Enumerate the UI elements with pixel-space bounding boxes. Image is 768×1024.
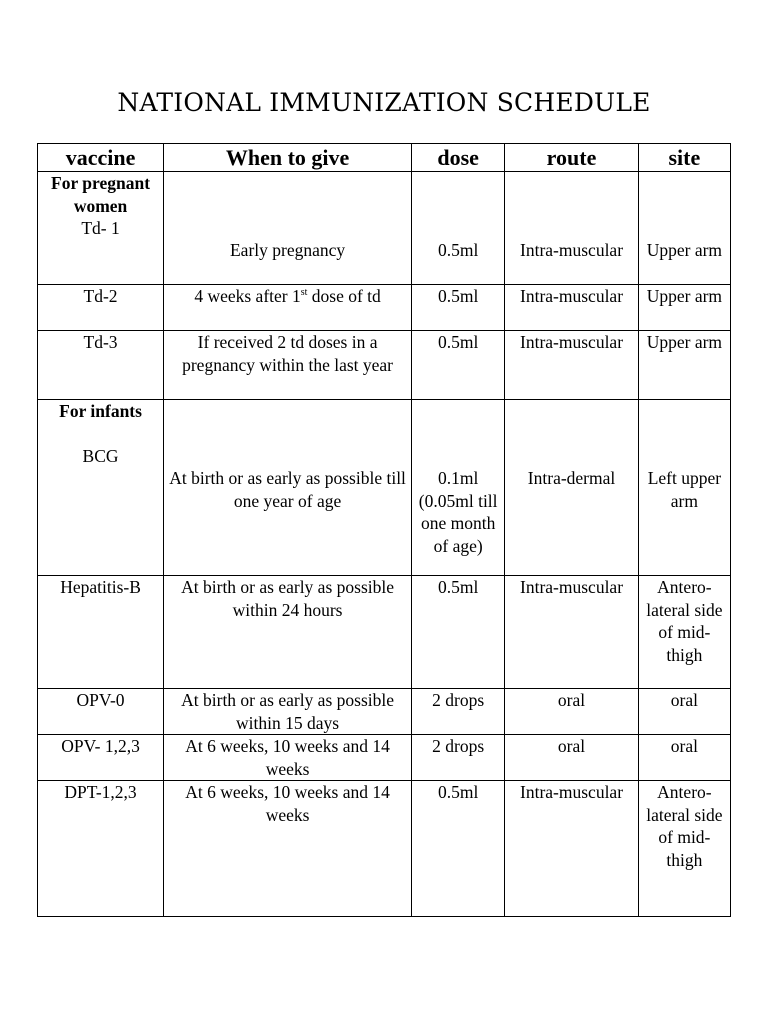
dose-cell: [412, 400, 505, 576]
site-cell: Antero-lateral side of mid-thigh: [638, 576, 730, 689]
when-text: At birth or as early as possible till one year of age: [169, 468, 406, 511]
route-text: Intra-muscular: [520, 240, 624, 260]
vaccine-cell: [38, 172, 164, 285]
table-row: [38, 331, 731, 400]
dose-cell: 0.5ml: [412, 331, 505, 400]
site-cell: Antero-lateral side of mid-thigh: [638, 781, 730, 917]
site-cell: [638, 400, 730, 576]
vaccine-cell: DPT-1,2,3: [38, 781, 164, 917]
route-cell: [505, 172, 639, 285]
table-row: [38, 400, 731, 576]
vaccine-cell: Td-3: [38, 331, 164, 400]
immunization-table: [37, 143, 731, 917]
dose-cell: 0.5ml: [412, 285, 505, 331]
site-cell: Upper arm: [638, 285, 730, 331]
group-label-infants: For infants: [59, 401, 142, 421]
dose-text: 0.1ml (0.05ml till one month of age): [418, 468, 498, 556]
dose-cell: 2 drops: [412, 689, 505, 735]
table-row: [38, 285, 731, 331]
when-cell: [164, 172, 412, 285]
route-cell: oral: [505, 689, 639, 735]
when-cell: [164, 285, 412, 331]
table-row: [38, 735, 731, 781]
header-site: site: [638, 144, 730, 172]
route-cell: Intra-muscular: [505, 781, 639, 917]
when-cell: [164, 400, 412, 576]
route-cell: oral: [505, 735, 639, 781]
site-cell: [638, 172, 730, 285]
table-row: [38, 576, 731, 689]
site-cell: oral: [638, 689, 730, 735]
route-cell: Intra-muscular: [505, 576, 639, 689]
dose-cell: 2 drops: [412, 735, 505, 781]
vaccine-cell: OPV- 1,2,3: [38, 735, 164, 781]
page-title: NATIONAL IMMUNIZATION SCHEDULE: [117, 88, 651, 117]
route-cell: Intra-muscular: [505, 285, 639, 331]
when-text: Early pregnancy: [229, 240, 346, 260]
dose-cell: 0.5ml: [412, 576, 505, 689]
when-cell: At 6 weeks, 10 weeks and 14 weeks: [164, 735, 412, 781]
when-cell: At 6 weeks, 10 weeks and 14 weeks: [164, 781, 412, 917]
header-when-to-give: When to give: [164, 144, 412, 172]
table-row: [38, 781, 731, 917]
header-vaccine: vaccine: [38, 144, 164, 172]
route-cell: [505, 400, 639, 576]
when-text-tail: dose of td: [307, 286, 381, 306]
vaccine-cell: Td-2: [38, 285, 164, 331]
site-cell: Upper arm: [638, 331, 730, 400]
site-cell: oral: [638, 735, 730, 781]
route-cell: Intra-muscular: [505, 331, 639, 400]
table-row: [38, 172, 731, 285]
site-text: Upper arm: [646, 240, 723, 260]
vaccine-name: BCG: [82, 445, 119, 466]
header-route: route: [505, 144, 639, 172]
dose-cell: [412, 172, 505, 285]
when-superscript: st: [300, 287, 308, 298]
when-text: 4 weeks after 1: [194, 286, 301, 306]
vaccine-name: Td- 1: [81, 218, 120, 238]
vaccine-cell: Hepatitis-B: [38, 576, 164, 689]
header-row: [38, 144, 731, 172]
when-cell: At birth or as early as possible within 15 days: [164, 689, 412, 735]
vaccine-cell: [38, 400, 164, 576]
dose-cell: 0.5ml: [412, 781, 505, 917]
header-dose: dose: [412, 144, 505, 172]
vaccine-cell: OPV-0: [38, 689, 164, 735]
dose-text: 0.5ml: [437, 240, 479, 260]
site-text: Left upper arm: [647, 468, 722, 511]
when-cell: If received 2 td doses in a pregnancy within the last year: [164, 331, 412, 400]
route-text: Intra-dermal: [527, 468, 616, 488]
table-row: [38, 689, 731, 735]
group-label-pregnant: For pregnant women: [51, 173, 151, 216]
when-cell: At birth or as early as possible within 24 hours: [164, 576, 412, 689]
